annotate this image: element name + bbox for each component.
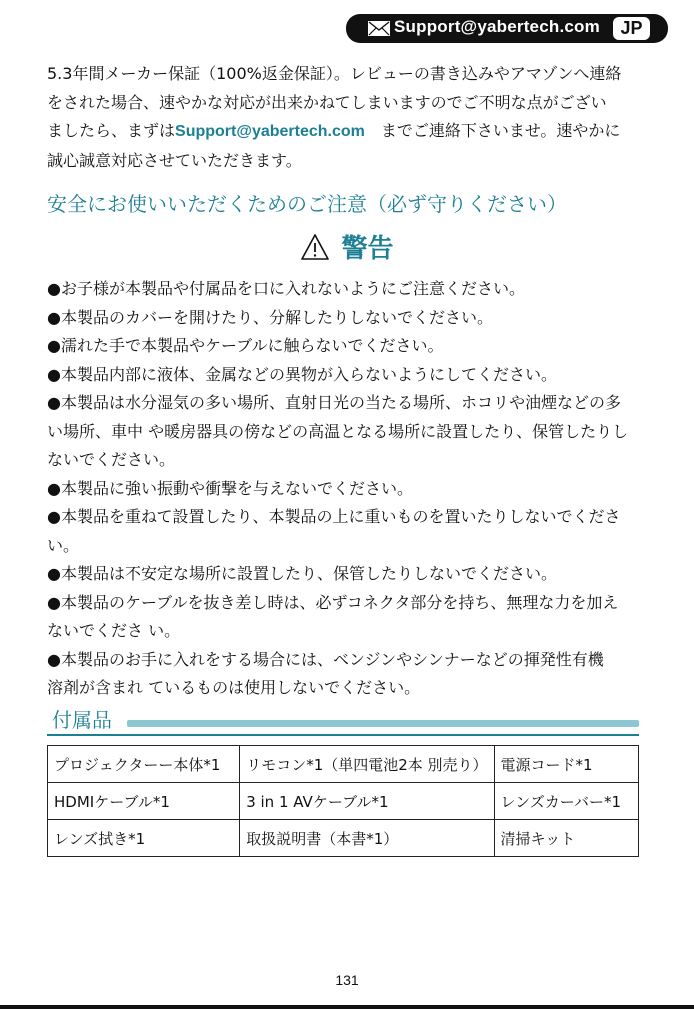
accessory-cell: 電源コード*1: [494, 746, 638, 783]
warning-heading: [0, 228, 694, 265]
table-row: [48, 746, 639, 783]
warning-item: ●本製品のケーブルを抜き差し時は、必ずコネクタ部分を持ち、無理な力を加え: [47, 592, 619, 612]
warning-item: ●本製品内部に液体、金属などの異物が入らないようにしてください。: [47, 364, 557, 384]
accessory-cell: リモコン*1（単四電池2本 別売り）: [240, 746, 494, 783]
accessories-heading: [47, 704, 639, 736]
accessory-cell: HDMIケーブル*1: [48, 783, 240, 820]
bottom-rule: [0, 1005, 694, 1009]
table-row: [48, 820, 639, 857]
intro-line: 誠心誠意対応させていただきます。: [47, 150, 302, 170]
intro-line: [47, 117, 647, 147]
warning-item: い場所、車中 や暖房器具の傍などの高温となる場所に設置したり、保管したりし: [47, 421, 629, 441]
accessory-cell: 3 in 1 AVケーブル*1: [240, 783, 494, 820]
language-badge: JP: [613, 17, 650, 40]
intro-line: をされた場合、速やかな対応が出来かねてしまいますのでご不明な点がござい: [47, 92, 607, 112]
warning-list: [47, 275, 647, 703]
accessories-table: [47, 745, 639, 857]
warning-item: 溶剤が含まれ ているものは使用しないでください。: [47, 678, 421, 697]
accessory-cell: レンズカーバー*1: [494, 783, 638, 820]
intro-paragraph: [47, 60, 647, 175]
warning-item: ●本製品のお手に入れをする場合には、ベンジンやシンナーなどの揮発性有機: [47, 649, 604, 669]
table-row: [48, 783, 639, 820]
intro-text: ましたら、まずは: [47, 121, 176, 140]
accessory-cell: 清掃キット: [494, 820, 638, 857]
envelope-icon: [368, 21, 390, 36]
support-email-link[interactable]: Support@yabertech.com: [175, 123, 365, 140]
warning-item: ●本製品に強い振動や衝撃を与えないでください。: [47, 478, 413, 498]
accessory-cell: レンズ拭き*1: [48, 820, 240, 857]
intro-text: までご連絡下さいませ。速やかに: [364, 121, 621, 140]
support-header: [346, 14, 668, 43]
accessories-underline: [47, 734, 639, 736]
warning-label: 警告: [341, 234, 394, 264]
warning-item: ●本製品は不安定な場所に設置したり、保管したりしないでください。: [47, 564, 557, 583]
warning-triangle-icon: [300, 233, 330, 261]
warning-item: ●濡れた手で本製品やケーブルに触らないでください。: [47, 336, 444, 355]
warning-item: ●お子様が本製品や付属品を口に入れないようにご注意ください。: [47, 279, 525, 298]
intro-line: 5.3年間メーカー保証（100%返金保証）。レビューの書き込みやアマゾンへ連絡: [47, 64, 622, 83]
support-email[interactable]: Support@yabertech.com: [394, 17, 600, 36]
warning-item: ないでください。: [47, 450, 176, 469]
accessory-cell: 取扱説明書（本書*1）: [240, 820, 494, 857]
warning-item: ●本製品を重ねて設置したり、本製品の上に重いものを置いたりしないでくださ: [47, 507, 621, 526]
warning-item: い。: [47, 535, 80, 555]
accessory-cell: プロジェクターー本体*1: [48, 746, 240, 783]
warning-item: ないでくださ い。: [47, 621, 181, 640]
warning-item: ●本製品は水分湿気の多い場所、直射日光の当たる場所、ホコリや油煙などの多: [47, 393, 621, 412]
warning-item: ●本製品のカバーを開けたり、分解したりしないでください。: [47, 307, 493, 327]
safety-section-title: 安全にお使いいただくためのご注意（必ず守りください）: [47, 192, 567, 216]
accessories-bar: [127, 720, 639, 727]
accessories-title: 付属品: [52, 708, 112, 732]
page-number: 131: [335, 972, 359, 988]
